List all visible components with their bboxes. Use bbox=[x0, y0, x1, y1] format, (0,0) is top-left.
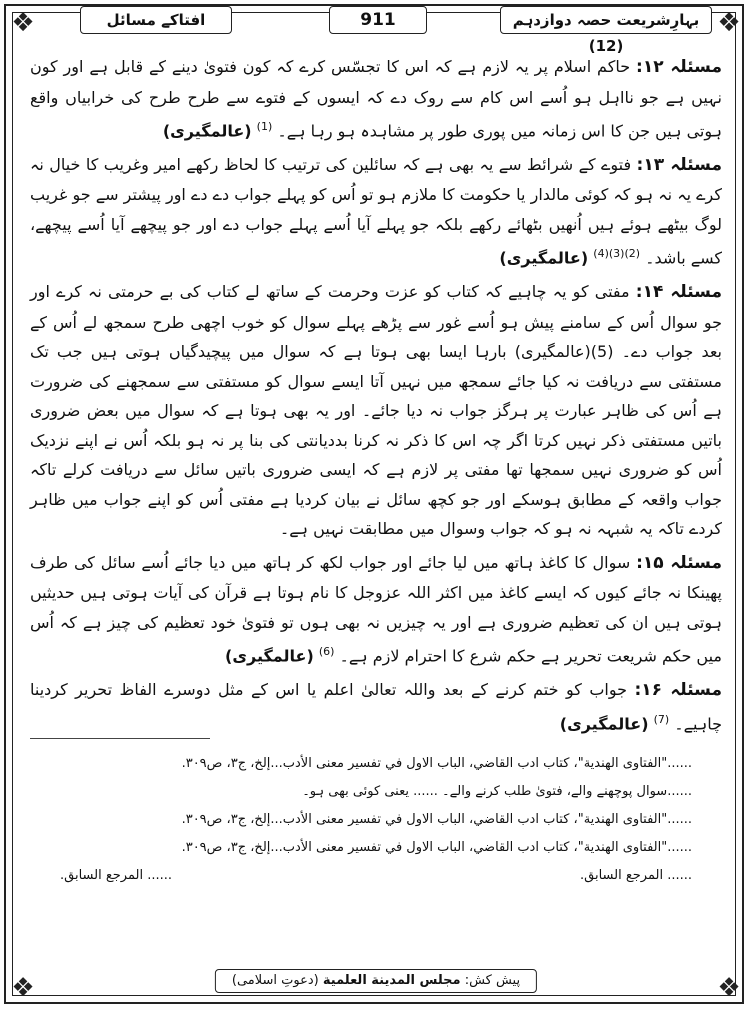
footnote: ......"الفتاوى الهندية"، كتاب ادب القاضي، الباب الاول في تفسير معنى الأدب...إلخ، ج٣، ص٣٠٩. bbox=[181, 756, 692, 771]
masala-paragraph bbox=[30, 548, 722, 671]
footnote: ...... المرجع السابق. bbox=[580, 868, 692, 883]
publisher-footer bbox=[215, 969, 537, 993]
publisher-subtitle: (دعوتِ اسلامی) bbox=[231, 973, 319, 988]
masala-paragraph bbox=[30, 150, 722, 273]
footnote-ref: (6) bbox=[318, 645, 335, 659]
corner-ornament-icon: ❖ bbox=[11, 8, 35, 38]
masala-text: جواب کو ختم کرنے کے بعد واللہ تعالیٰ اعلم یا اس کے مثل دوسرے الفاظ تحریر کردینا چاہیے۔ bbox=[30, 679, 722, 734]
masala-label: مسئلہ ۱۲: bbox=[636, 57, 723, 77]
page-number: 911 bbox=[329, 6, 427, 34]
page-header bbox=[40, 6, 712, 55]
footnote: ......"الفتاوى الهندية"، كتاب ادب القاضي، الباب الاول في تفسير معنى الأدب...إلخ، ج٣، ص٣٠٩. bbox=[181, 812, 692, 827]
section-title: افتاکے مسائل bbox=[80, 6, 232, 34]
footnote-ref: (2)(3)(4) bbox=[593, 247, 641, 261]
source-citation: (عالمگیری) bbox=[225, 646, 314, 666]
source-citation: (عالمگیری) bbox=[559, 714, 649, 734]
corner-ornament-icon: ❖ bbox=[11, 973, 35, 1003]
publisher-name: مجلس المدينة العلمية bbox=[322, 973, 461, 988]
masala-label: مسئلہ ۱۶: bbox=[634, 679, 723, 700]
corner-ornament-icon: ❖ bbox=[717, 8, 741, 38]
footnote-ref: (7) bbox=[653, 713, 670, 727]
masala-text: حاکم اسلام پر یہ لازم ہے کہ اس کا تجسّس کرے کہ کون فتویٰ دینے کے قابل ہے اور کون نہیں ہے جو نااہل ہو اُسے اس کام سے روک دے کہ ایسوں کے فتوے سے طرح طرح کی خرابیاں واقع ہوتی ہیں جن کا اس زمانہ میں پوری طور پر مشاہدہ ہو رہا ہے۔ bbox=[30, 57, 722, 141]
masala-paragraph bbox=[30, 52, 722, 146]
masala-text: سوال کا کاغذ ہاتھ میں لیا جائے اور جواب لکھ کر ہاتھ میں دیا جائے اُسے سائل کی طرف پھینکا نہ جائے کیوں کہ ایسے کاغذ میں اکثر اللہ عزوجل کا نام ہوتا ہے قرآن کی آیات ہوتی ہیں حدیثیں ہوتی ہیں ان کی تعظیم ضروری ہے اور یہ چیزیں نہ بھی ہوں تو فتویٰ خود تعظیم کی چیز ہے کہ اُس میں حکم شریعت تحریر ہے حکم شرع کا احترام لازم ہے۔ bbox=[30, 552, 722, 666]
footnotes bbox=[60, 750, 692, 890]
footnote: ...... المرجع السابق. bbox=[60, 868, 172, 883]
masala-text: فتوے کے شرائط سے یہ بھی ہے کہ سائلین کی ترتیب کا لحاظ رکھے امیر وغریب کا خیال نہ کرے یہ نہ ہو کہ کوئی مالدار یا حکومت کا ملازم ہو تو اُس کو پہلے جواب دے دے اور پیشتر سے جو غریب لوگ بیٹھے ہوئے ہیں اُنھیں بٹھائے رکھے بلکہ جو پہلے آیا اُسے پہلے جواب دے اور جو پیچھے آیا اُسے پیچھے، کسے باشد۔ bbox=[30, 154, 723, 268]
footnote: ......"الفتاوى الهندية"، كتاب ادب القاضي، الباب الاول في تفسير معنى الأدب...إلخ، ج٣، ص٣٠٩. bbox=[181, 840, 692, 855]
corner-ornament-icon: ❖ bbox=[717, 973, 741, 1003]
footer-prefix: پیش کش: bbox=[464, 973, 521, 988]
footnote-ref: (1) bbox=[256, 120, 273, 133]
book-title: بہارِشریعت حصہ دوازدہم (12) bbox=[500, 6, 712, 34]
masala-paragraph bbox=[30, 277, 722, 544]
masala-text: مفتی کو یہ چاہیے کہ کتاب کو عزت وحرمت کے ساتھ لے کتاب کی بے حرمتی نہ کرے اور جو سوال اُس کے سامنے پیش ہو اُسے غور سے پڑھے پہلے سوال کو خوب اچھی طرح سمجھ لے اُس کے بعد جواب دے۔ (5)(عالمگیری) بارہا ایسا بھی ہوتا ہے کہ سوال میں پیچیدگیاں ہوتی ہیں جب تک مستفتی سے دریافت نہ کیا جائے سمجھ میں نہیں آتا ایسے سوال کو مستفتی سے سمجھنے کی ضرورت ہے اُس کی ظاہر عبارت پر ہرگز جواب نہ دیا جائے۔ اور یہ بھی ہوتا ہے کہ سوال میں بعض ضروری باتیں مستفتی ذکر نہیں کرتا اگر چہ اس کا ذکر نہ کرنا بددیانتی کی بنا پر نہ ہو بلکہ اُس نے اپنے نزدیک اُس کو ضروری نہیں سمجھا تھا مفتی پر لازم ہے کہ ایسی ضروری باتیں سائل سے دریافت کرلے تاکہ جواب واقعہ کے مطابق ہوسکے اور جو کچھ سائل نے بیان کردیا ہے مفتی اُس کو اپنے جواب میں ظاہر کردے تاکہ یہ شبہہ نہ ہو کہ جواب وسوال میں مطابقت نہیں ہے۔ bbox=[30, 282, 723, 539]
source-citation: (عالمگیری) bbox=[499, 248, 589, 268]
footnote-row bbox=[60, 862, 692, 890]
masala-label: مسئلہ ۱۳: bbox=[636, 154, 723, 175]
source-citation: (عالمگیری) bbox=[162, 121, 252, 141]
masala-label: مسئلہ ۱۵: bbox=[636, 552, 722, 573]
footnote-separator bbox=[30, 738, 210, 739]
page-body bbox=[30, 52, 722, 743]
masala-paragraph bbox=[30, 675, 722, 739]
footnote: ......سوال پوچھنے والے، فتویٰ طلب کرنے والے۔ ...... یعنی کوئی بھی ہو۔ bbox=[302, 784, 692, 799]
masala-label: مسئلہ ۱۴: bbox=[635, 282, 722, 303]
